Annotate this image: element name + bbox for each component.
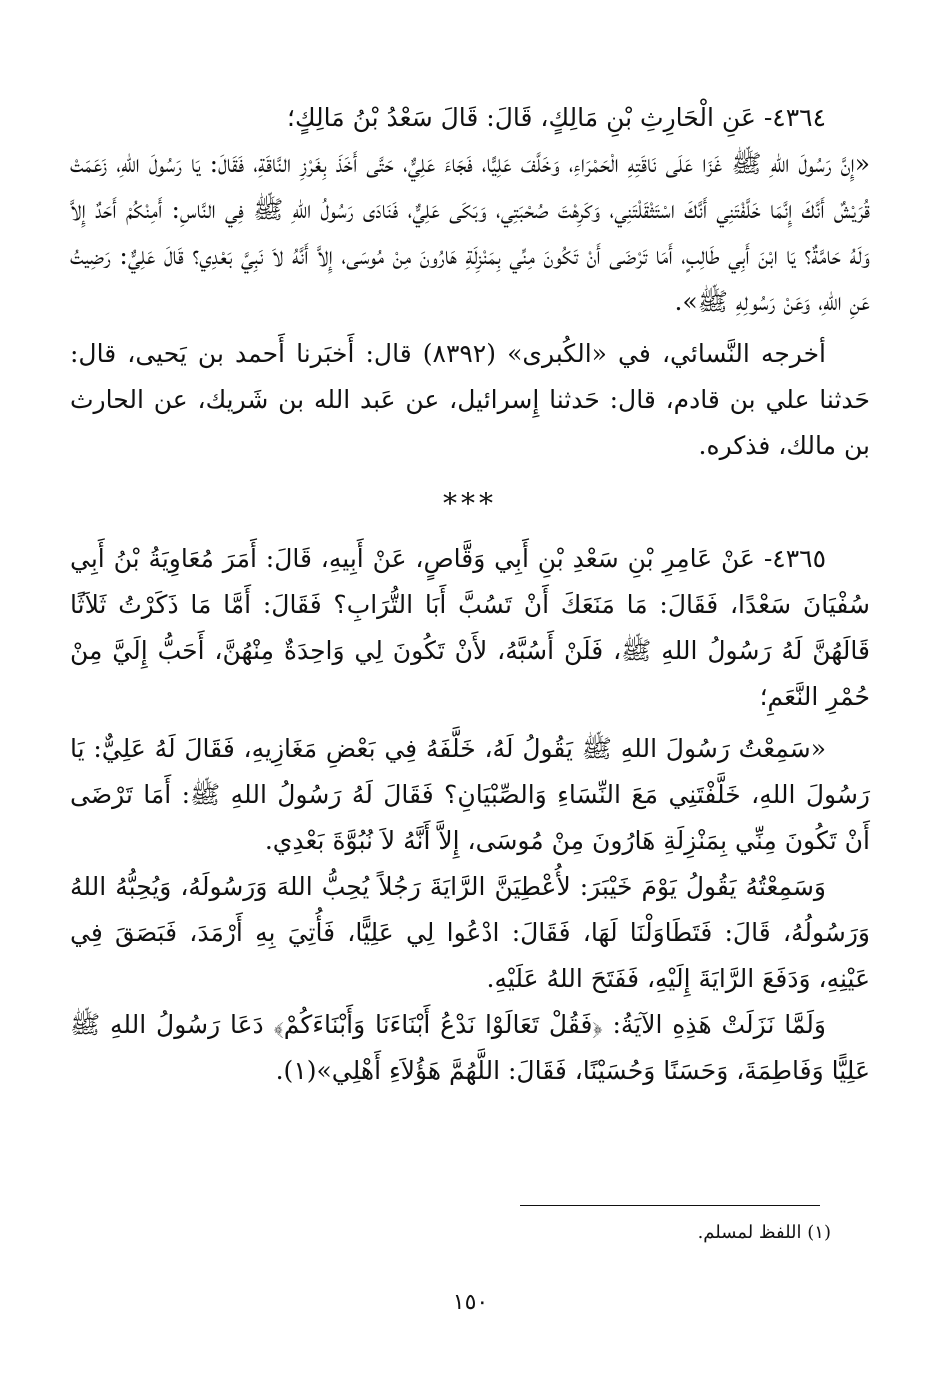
hadith-4364-text: «إِنَّ رَسُولَ اللهِ ﷺ غَزَا عَلَى نَاقَتِهِ الْحَمْرَاءِ، وَخَلَّفَ عَلِيًّا، فَجَاءَ عَلِيٌّ، حَتَّى أَخَذَ بِغَرْزِ النَّاقَةِ، فَقَالَ: يَا رَسُولَ اللهِ، زَعَمَتْ قُرَيْشٌ أَنَّكَ إِنَّمَا خَلَّفْتَنِي أَنَّكَ اسْتَثْقَلْتَنِي، وَكَرِهْتَ صُحْبَتِي، وَبَكَى عَلِيٌّ، فَنَادَى رَسُولُ اللهِ ﷺ فِي النَّاسِ: أَمِنْكُمْ أَحَدٌ إِلاَّ وَلَهُ حَامَّةٌ؟ يَا ابْنَ أَبِي طَالِبٍ، أَمَا تَرْضَى أَنْ تَكُونَ مِنِّي بِمَنْزِلَةِ هَارُونَ مِنْ مُوسَى، إِلاَّ أَنَّهُ لاَ نَبِيَّ بَعْدِي؟ قَالَ عَلِيٌّ: رَضِيتُ عَنِ اللهِ، وَعَنْ رَسُولِهِ ﷺ». [70, 149, 870, 316]
hadith-4365-paragraph-1: «سَمِعْتُ رَسُولَ اللهِ ﷺ يَقُولُ لَهُ، خَلَّفَهُ فِي بَعْضِ مَغَازِيهِ، فَقَالَ لَهُ عَلِيٌّ: يَا رَسُولَ اللهِ، خَلَّفْتَنِي مَعَ النِّسَاءِ وَالصِّبْيَانِ؟ فَقَالَ لَهُ رَسُولُ اللهِ ﷺ: أَمَا تَرْضَى أَنْ تَكُونَ مِنِّي بِمَنْزِلَةِ هَارُونَ مِنْ مُوسَى، إِلاَّ أَنَّهُ لاَ نُبُوَّةَ بَعْدِي. [70, 734, 870, 855]
hadith-4365-paragraph-3: وَلَمَّا نَزَلَتْ هَذِهِ الآيَةُ: ﴿فَقُلْ تَعَالَوْا نَدْعُ أَبْنَاءَنَا وَأَبْنَاءَكُمْ﴾ دَعَا رَسُولُ اللهِ ﷺ عَلِيًّا وَفَاطِمَةَ، وَحَسَنًا وَحُسَيْنًا، فَقَالَ: اللَّهُمَّ هَؤُلاَءِ أَهْلِي»(١). [70, 1010, 870, 1085]
page-number: ١٥٠ [452, 1290, 489, 1315]
hadith-4365-paragraph-2: وَسَمِعْتُهُ يَقُولُ يَوْمَ خَيْبَرَ: لأُعْطِيَنَّ الرَّايَةَ رَجُلاً يُحِبُّ اللهَ وَرَسُولَهُ، وَيُحِبُّهُ اللهُ وَرَسُولُهُ، قَالَ: فَتَطَاوَلْنَا لَهَا، فَقَالَ: ادْعُوا لِي عَلِيًّا، فَأُتِيَ بِهِ أَرْمَدَ، فَبَصَقَ فِي عَيْنِهِ، وَدَفَعَ الرَّايَةَ إِلَيْهِ، فَفَتَحَ اللهُ عَلَيْهِ. [70, 872, 870, 993]
footnote-divider [520, 1205, 820, 1206]
hadith-4364-takhrij: أخرجه النَّسائي، في «الكُبرى» (٨٣٩٢) قال: أَخبَرنا أَحمد بن يَحيى، قال: حَدثنا علي بن قادم، قال: حَدثنا إِسرائيل، عن عَبد الله بن شَريك، عن الحارث بن مالك، فذكره. [70, 339, 870, 460]
hadith-4364-intro: ٤٣٦٤- عَنِ الْحَارِثِ بْنِ مَالِكٍ، قَالَ: قَالَ سَعْدُ بْنُ مَالِكٍ؛ [287, 103, 826, 132]
section-separator: *** [443, 487, 497, 520]
page-body [70, 95, 870, 1094]
hadith-4365-intro: ٤٣٦٥- عَنْ عَامِرِ بْنِ سَعْدِ بْنِ أَبِي وَقَّاصٍ، عَنْ أَبِيهِ، قَالَ: أَمَرَ مُعَاوِيَةُ بْنُ أَبِي سُفْيَانَ سَعْدًا، فَقَالَ: مَا مَنَعَكَ أَنْ تَسُبَّ أَبَا التُّرَابِ؟ فَقَالَ: أَمَّا مَا ذَكَرْتُ ثَلاَثًا قَالَهُنَّ لَهُ رَسُولُ اللهِ ﷺ، فَلَنْ أَسُبَّهُ، لأَنْ تَكُونَ لِي وَاحِدَةٌ مِنْهُنَّ، أَحَبُّ إِلَيَّ مِنْ حُمْرِ النَّعَمِ؛ [70, 544, 870, 711]
footnote: (١) اللفظ لمسلم. [697, 1222, 831, 1243]
